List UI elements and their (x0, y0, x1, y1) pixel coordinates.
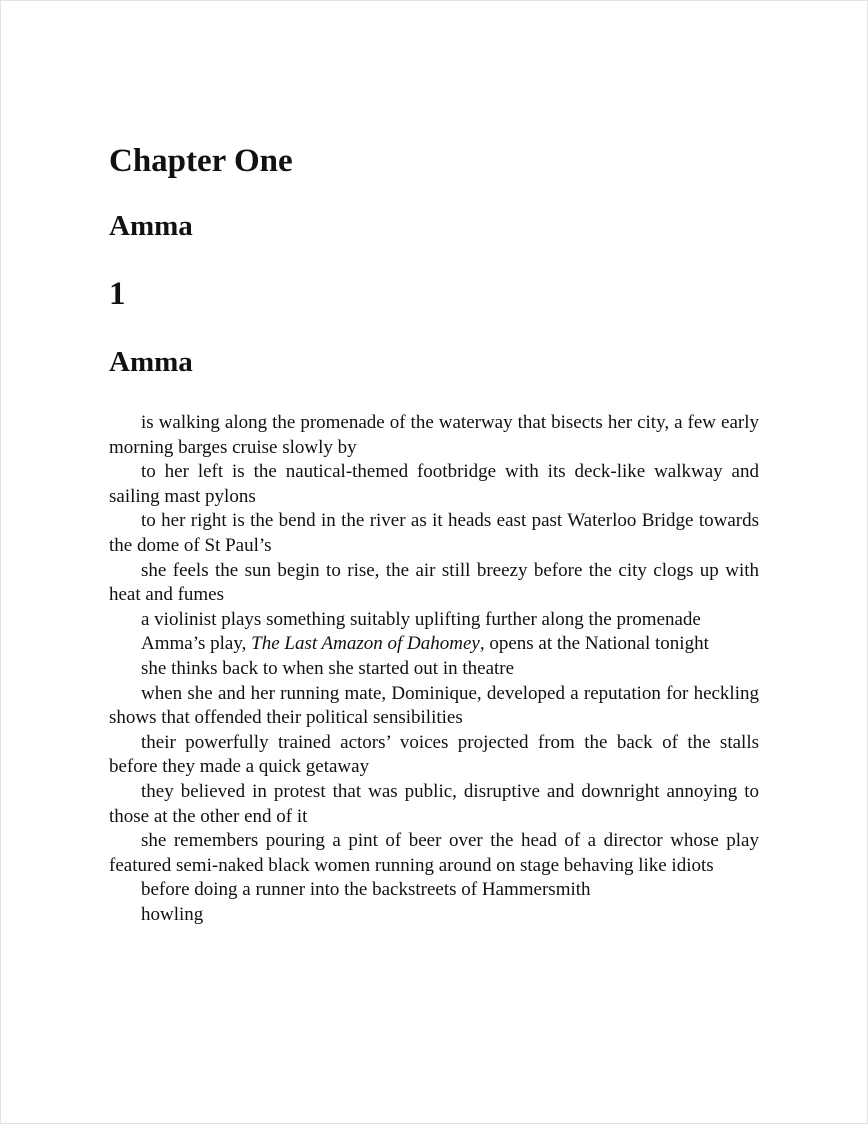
paragraph: their powerfully trained actors’ voices projected from the back of the stalls before they made a quick getaway (109, 731, 759, 778)
paragraph: to her right is the bend in the river as it heads east past Waterloo Bridge towards the dome of St Paul’s (109, 510, 759, 556)
chapter-title: Chapter One (109, 143, 293, 179)
paragraph-text: , opens at the National tonight (479, 633, 709, 655)
paragraph: they believed in protest that was public, disruptive and downright annoying to those at the other end of it (109, 780, 759, 827)
paragraph (109, 632, 759, 657)
paragraph: she thinks back to when she started out in theatre (141, 657, 515, 679)
paragraph: she remembers pouring a pint of beer over the head of a director whose play featured semi-naked black women running around on stage behaving like idiots (109, 830, 759, 876)
paragraph: is walking along the promenade of the waterway that bisects her city, a few early morning barges cruise slowly by (109, 412, 759, 458)
section-number: 1 (109, 276, 126, 312)
paragraph: a violinist plays something suitably uplifting further along the promenade (141, 608, 701, 630)
paragraph: when she and her running mate, Dominique, developed a reputation for heckling shows that offended their political sensibilities (109, 682, 759, 729)
paragraph: howling (141, 903, 204, 925)
page-content (109, 141, 759, 927)
paragraph: to her left is the nautical-themed footbridge with its deck-like walkway and sailing mast pylons (109, 461, 759, 507)
body-text (109, 411, 759, 927)
paragraph: before doing a runner into the backstreets of Hammersmith (141, 879, 591, 901)
play-title: The Last Amazon of Dahomey (251, 633, 480, 655)
paragraph-text: Amma’s play, (141, 633, 252, 655)
part-title: Amma (109, 210, 193, 242)
section-title: Amma (109, 346, 193, 378)
paragraph: she feels the sun begin to rise, the air still breezy before the city clogs up with heat and fumes (109, 559, 759, 606)
